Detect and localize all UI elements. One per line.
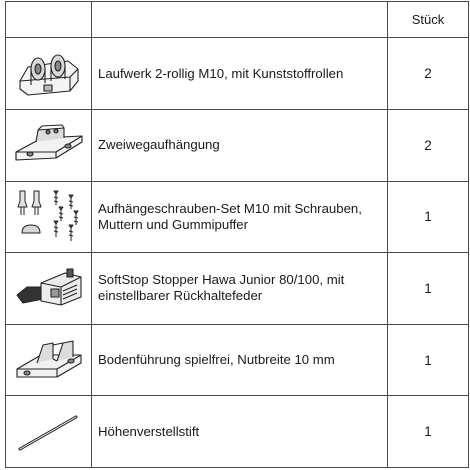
item-image-cell <box>6 324 92 396</box>
header-quantity-label: Stück <box>388 2 469 38</box>
item-image-cell <box>6 396 92 468</box>
adjustment-pin-icon <box>14 405 84 459</box>
item-image-cell <box>6 109 92 181</box>
item-description: Laufwerk 2-rollig M10, mit Kunststoffrollen <box>92 38 388 110</box>
table-header-row <box>6 2 469 38</box>
item-image-cell <box>6 181 92 253</box>
item-quantity: 1 <box>388 181 469 253</box>
item-description-line: SoftStop Stopper Hawa Junior 80/100, mit <box>98 272 345 288</box>
item-description-line: Aufhängeschrauben-Set M10 mit Schrauben, <box>98 200 362 216</box>
item-quantity: 2 <box>388 109 469 181</box>
table-row <box>6 109 469 181</box>
parts-table <box>5 1 469 468</box>
item-quantity: 1 <box>388 396 469 468</box>
table-row <box>6 253 469 325</box>
item-image-cell <box>6 38 92 110</box>
item-quantity: 1 <box>388 253 469 325</box>
suspension-bracket-icon <box>12 118 86 172</box>
screw-set-icon <box>14 185 84 249</box>
table-row <box>6 396 469 468</box>
item-description-line: Muttern und Gummipuffer <box>98 216 249 232</box>
item-description-line: einstellbarer Rückhaltefeder <box>98 288 263 304</box>
item-quantity: 1 <box>388 324 469 396</box>
floor-guide-icon <box>13 333 85 387</box>
item-image-cell <box>6 253 92 325</box>
table-row <box>6 324 469 396</box>
table-row <box>6 181 469 253</box>
table-row <box>6 38 469 110</box>
roller-carriage-icon <box>14 47 84 101</box>
softstop-stopper-icon <box>13 261 85 315</box>
item-description: Höhenverstellstift <box>92 396 388 468</box>
item-description: Zweiwegaufhängung <box>92 109 388 181</box>
item-quantity: 2 <box>388 38 469 110</box>
item-description: Bodenführung spielfrei, Nutbreite 10 mm <box>92 324 388 396</box>
item-description <box>92 181 388 253</box>
header-description-cell <box>92 2 388 38</box>
item-description <box>92 253 388 325</box>
header-image-cell <box>6 2 92 38</box>
